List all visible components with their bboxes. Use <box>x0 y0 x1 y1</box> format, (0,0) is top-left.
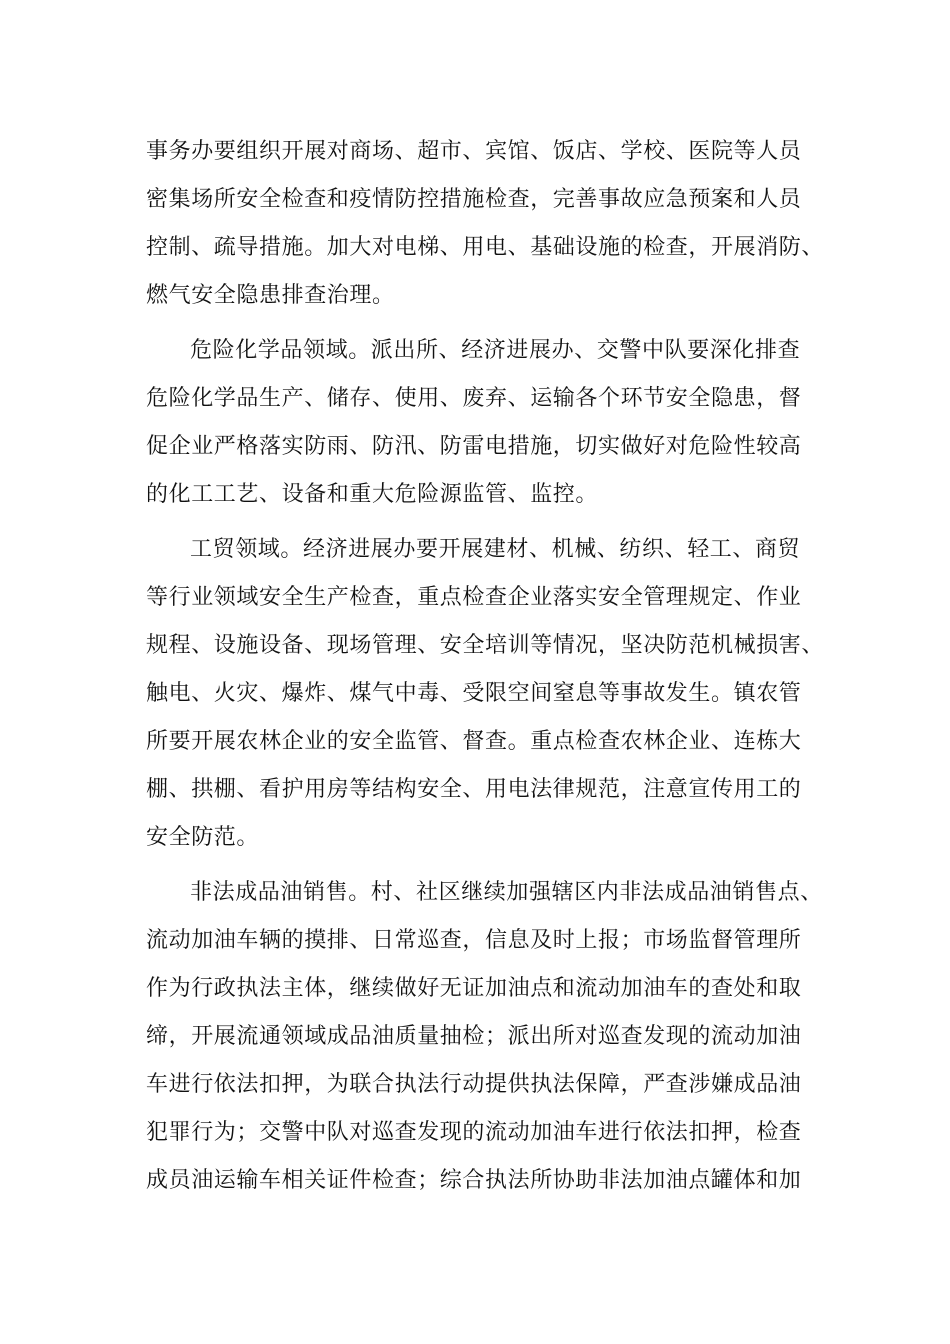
paragraph-start-line: 危险化学品领域。派出所、经济进展办、交警中队要深化排查 <box>190 338 801 363</box>
text-line: 流动加油车辆的摸排、日常巡查，信息及时上报；市场监督管理所 <box>146 928 802 953</box>
paragraph-start-line: 工贸领域。经济进展办要开展建材、机械、纺织、轻工、商贸 <box>190 537 801 562</box>
text-line: 密集场所安全检查和疫情防控措施检查，完善事故应急预案和人员 <box>146 187 802 212</box>
text-line: 作为行政执法主体，继续做好无证加油点和流动加油车的查处和取 <box>146 976 802 1001</box>
text-line: 危险化学品生产、储存、使用、废弃、运输各个环节安全隐患，督 <box>146 386 802 411</box>
text-line: 事务办要组织开展对商场、超市、宾馆、饭店、学校、医院等人员 <box>146 139 802 164</box>
text-line: 安全防范。 <box>146 825 260 850</box>
text-line: 犯罪行为；交警中队对巡查发现的流动加油车进行依法扣押，检查 <box>146 1120 802 1145</box>
text-line: 成员油运输车相关证件检查；综合执法所协助非法加油点罐体和加 <box>146 1168 802 1193</box>
text-line: 的化工工艺、设备和重大危险源监管、监控。 <box>146 482 599 507</box>
text-line: 缔，开展流通领域成品油质量抽检；派出所对巡查发现的流动加油 <box>146 1024 802 1049</box>
text-line: 燃气安全隐患排查治理。 <box>146 283 395 308</box>
text-line: 规程、设施设备、现场管理、安全培训等情况，坚决防范机械损害、 <box>146 633 825 658</box>
text-line: 等行业领域安全生产检查，重点检查企业落实安全管理规定、作业 <box>146 585 802 610</box>
text-line: 触电、火灾、爆炸、煤气中毒、受限空间窒息等事故发生。镇农管 <box>146 681 802 706</box>
paragraph-start-line: 非法成品油销售。村、社区继续加强辖区内非法成品油销售点、 <box>190 880 823 905</box>
text-line: 促企业严格落实防雨、防汛、防雷电措施，切实做好对危险性较高 <box>146 434 802 459</box>
text-line: 棚、拱棚、看护用房等结构安全、用电法律规范，注意宣传用工的 <box>146 777 802 802</box>
text-line: 车进行依法扣押，为联合执法行动提供执法保障，严查涉嫌成品油 <box>146 1072 802 1097</box>
text-line: 控制、疏导措施。加大对电梯、用电、基础设施的检查，开展消防、 <box>146 235 825 260</box>
text-line: 所要开展农林企业的安全监管、督查。重点检查农林企业、连栋大 <box>146 729 802 754</box>
